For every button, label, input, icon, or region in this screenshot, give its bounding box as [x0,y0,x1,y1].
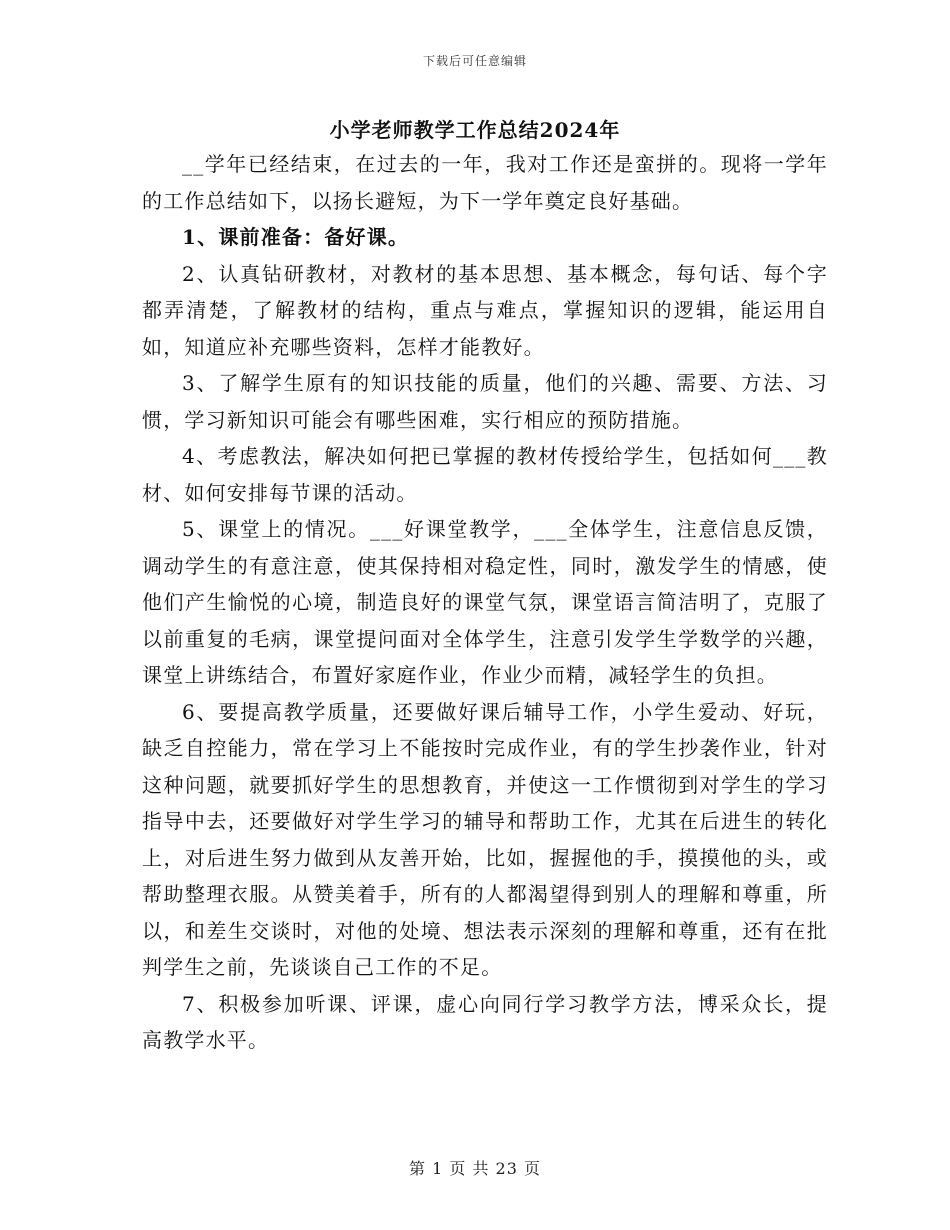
header-note: 下载后可任意编辑 [422,54,527,68]
paragraph-5: 5、课堂上的情况。___好课堂教学，___全体学生，注意信息反馈，调动学生的有意注意，使其保持相对稳定性，同时，激发学生的情感，使他们产生愉悦的心境，制造良好的课堂气氛，课堂语言简洁明了，克服了以前重复的毛病，课堂提问面对全体学生，注意引发学生学数学的兴趣，课堂上讲练结合，布置好家庭作业，作业少而精，减轻学生的负担。 [142,517,828,687]
document-body [142,146,828,1059]
paragraph-3: 3、了解学生原有的知识技能的质量，他们的兴趣、需要、方法、习惯，学习新知识可能会有哪些困难，实行相应的预防措施。 [142,371,828,432]
paragraph-heading-1: 1、课前准备：备好课。 [182,225,410,249]
paragraph-intro: __学年已经结束，在过去的一年，我对工作还是蛮拼的。现将一学年的工作总结如下，以扬长避短，为下一学年奠定良好基础。 [142,152,828,213]
page-number-footer: 第 1 页 共 23 页 [409,1159,541,1178]
paragraph-4: 4、考虑教法，解决如何把已掌握的教材传授给学生，包括如何___教材、如何安排每节课的活动。 [142,444,828,505]
paragraph-6: 6、要提高教学质量，还要做好课后辅导工作，小学生爱动、好玩，缺乏自控能力，常在学习上不能按时完成作业，有的学生抄袭作业，针对这种问题，就要抓好学生的思想教育，并使这一工作惯彻到对学生的学习指导中去，还要做好对学生学习的辅导和帮助工作，尤其在后进生的转化上，对后进生努力做到从友善开始，比如，握握他的手，摸摸他的头，或帮助整理衣服。从赞美着手，所有的人都渴望得到别人的理解和尊重，所以，和差生交谈时，对他的处境、想法表示深刻的理解和尊重，还有在批判学生之前，先谈谈自己工作的不足。 [142,699,828,979]
paragraph-2: 2、认真钻研教材，对教材的基本思想、基本概念，每句话、每个字都弄清楚，了解教材的结构，重点与难点，掌握知识的逻辑，能运用自如，知道应补充哪些资料，怎样才能教好。 [142,261,828,359]
document-title: 小学老师教学工作总结2024年 [329,118,621,142]
paragraph-7: 7、积极参加听课、评课，虚心向同行学习教学方法，博采众长，提高教学水平。 [142,991,828,1052]
